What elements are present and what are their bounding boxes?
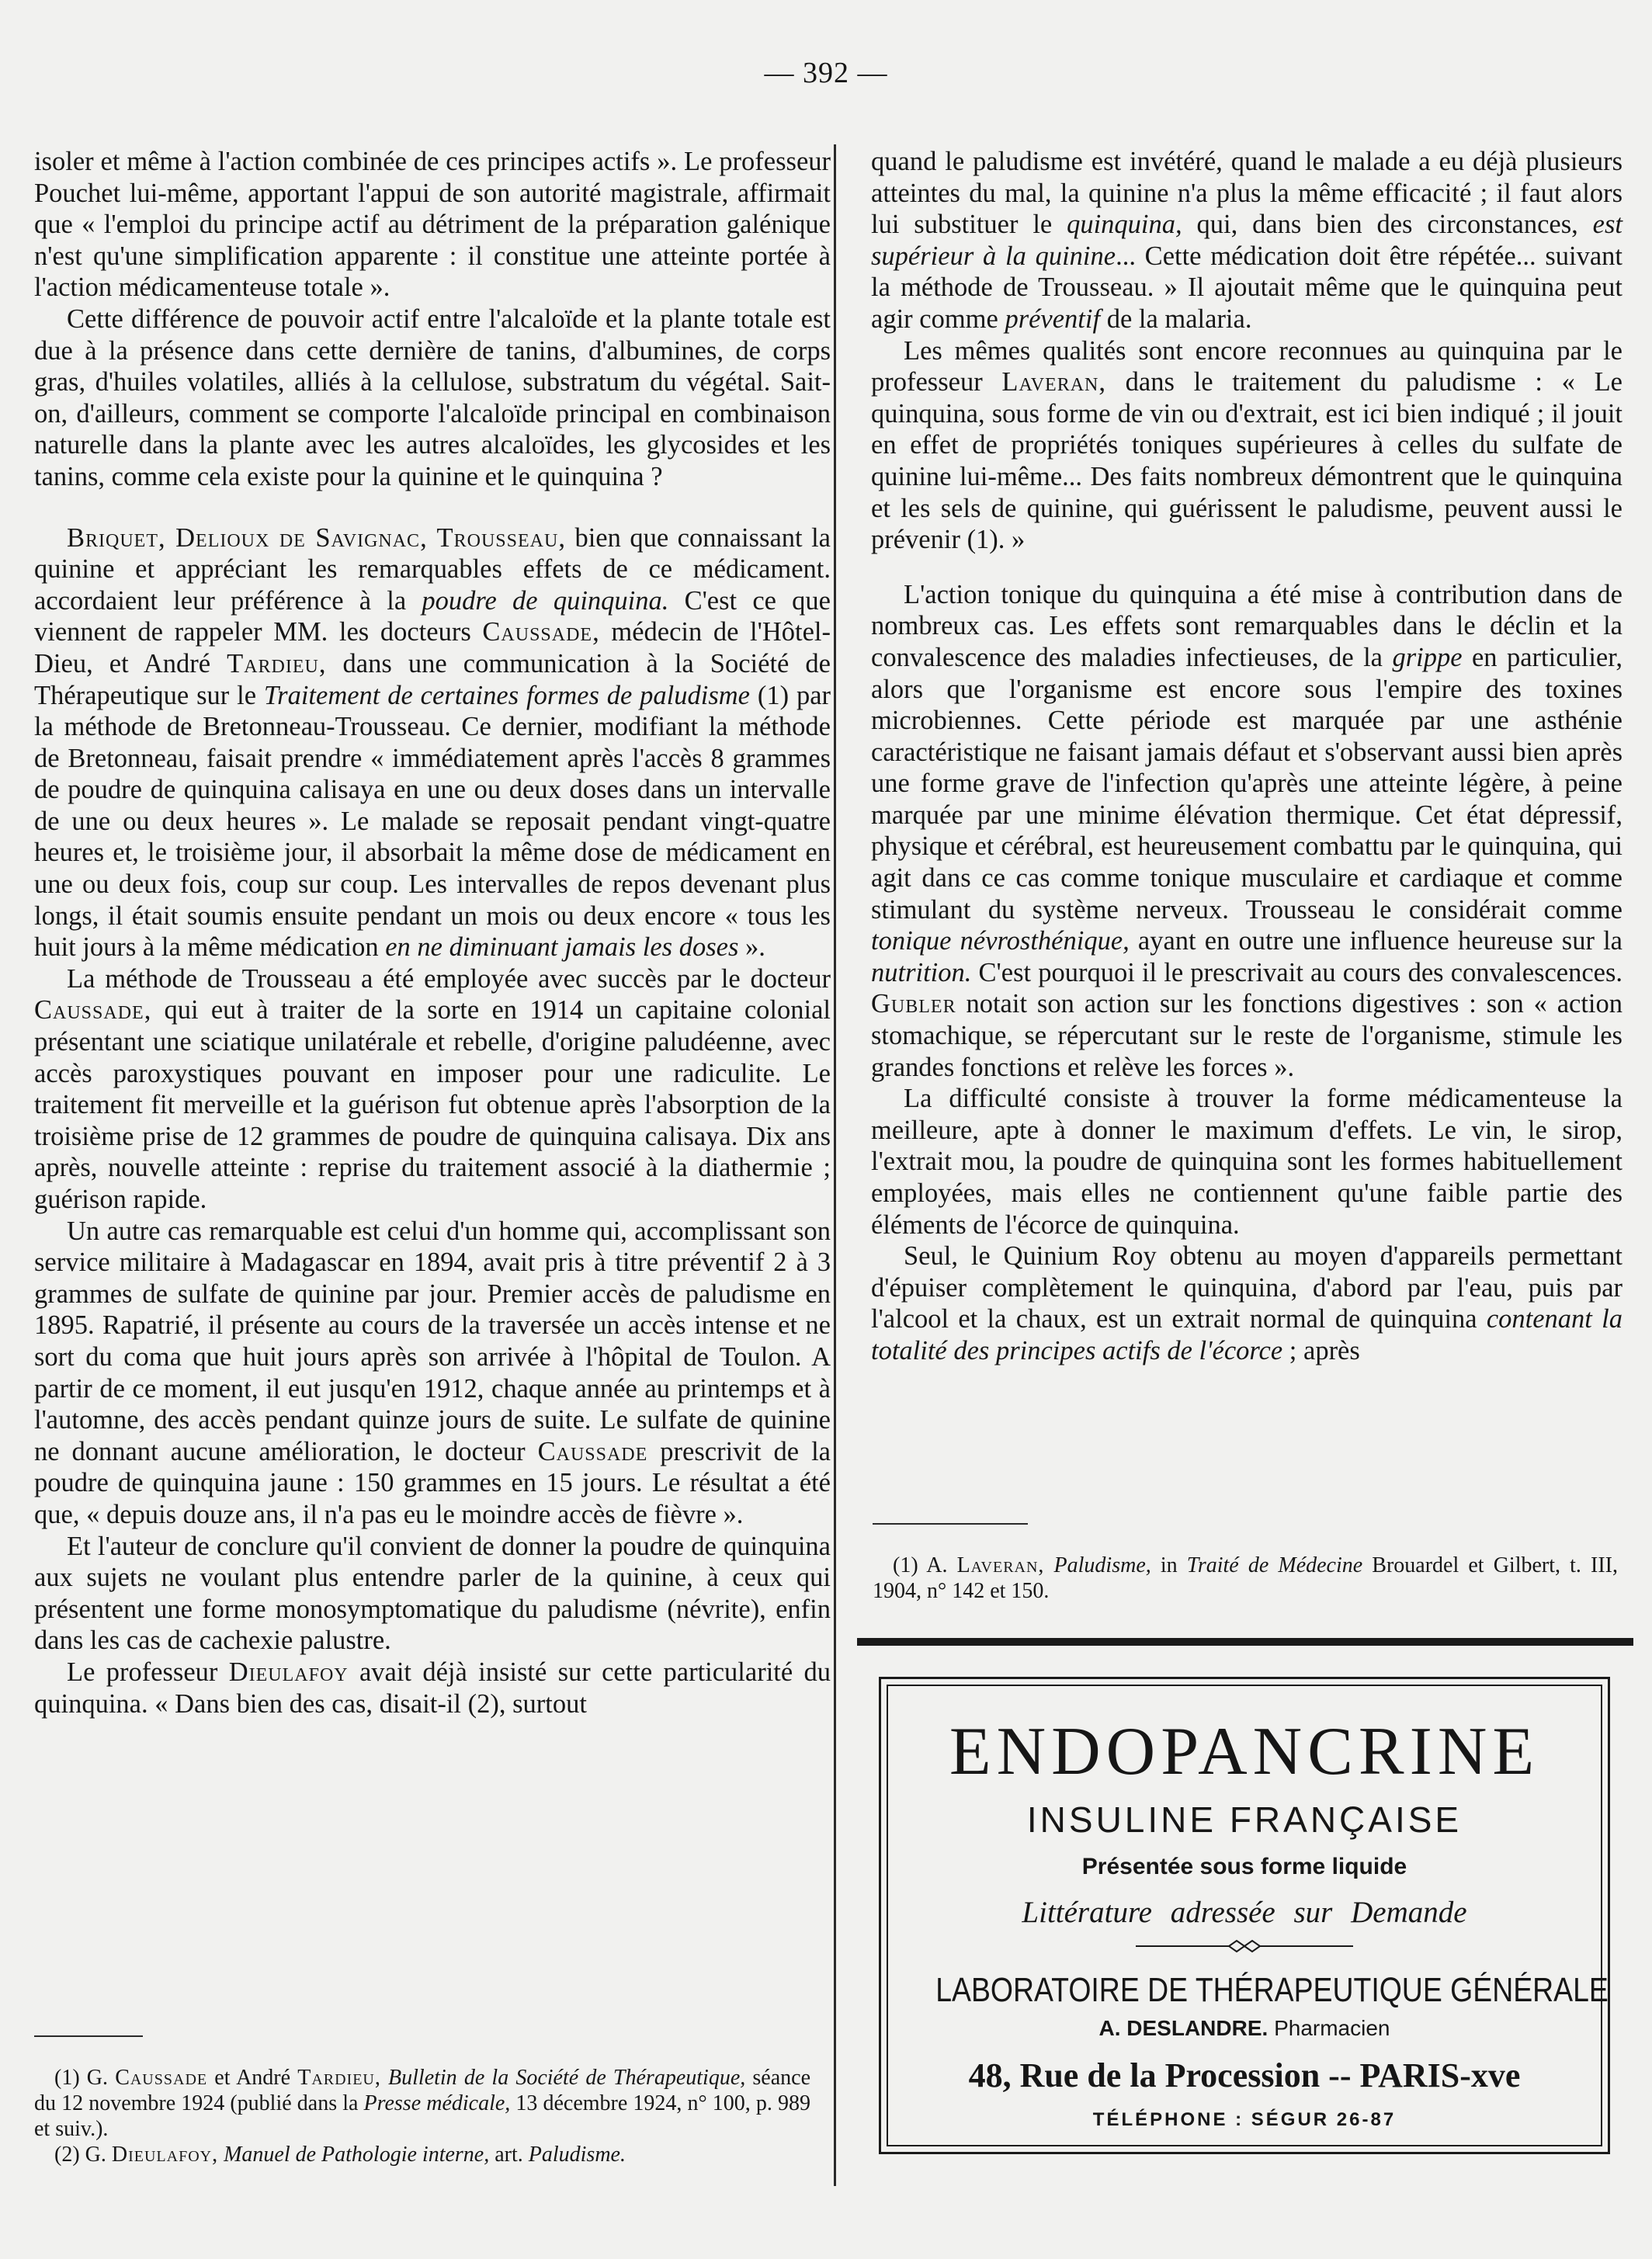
page-number: — 392 — (764, 57, 888, 89)
text-span: et André (207, 2066, 298, 2090)
footnote-1 (873, 1553, 1618, 1604)
italic-text: nutrition. (871, 957, 972, 987)
text-span: en particulier, alors que l'organisme est encore sous l'empire des toxines microbiennes. Cette période est marquée par une asthénie caractéristique ne faisant jamais défaut et s'observant aussi bien après une forme grave de l'infection qu'après une atteinte légère, à peine marquée par une minime élévation thermique. Cet état dépressif, physique et cérébral, est heureusement combattu par le quinquina, qui agit dans ce cas comme tonique musculaire et cardiaque et comme stimulant du système nerveux. Trousseau le considérait comme (871, 642, 1622, 925)
text-span: Seul, le Quinium Roy obtenu au moyen d'appareils permettant d'épuiser complètement le quinquina, d'abord par l'eau, puis par l'alcool et la chaux, est un extrait normal de quinquina (871, 1241, 1622, 1334)
italic-text: est supérieur à la quinine (871, 210, 1622, 271)
paragraph (871, 335, 1622, 556)
text-span: ... Cette médication doit être répétée... suivant la méthode de Trousseau. » Il ajoutait même que le quinquina peut agir comme (871, 241, 1622, 334)
text-span: dans une communication à la Société de Thérapeutique sur le (34, 648, 831, 710)
italic-text: poudre de quinquina. (422, 585, 669, 616)
ad-subtitle: INSULINE FRANÇAISE (1026, 1799, 1463, 1840)
text-span (381, 2066, 388, 2090)
text-span: L'action tonique du quinquina a été mise à contribution dans de nombreux cas. Les effets sont remarquables dans le déclin et la convalescence des maladies infectieuses, de la (871, 579, 1622, 672)
text-span: ». (738, 932, 765, 963)
text-span: 13 décembre 1924, n° 100, p. 989 et suiv.). (34, 2091, 811, 2141)
pharmacist-title: Pharmacien (1274, 2016, 1390, 2040)
advertisement-box (879, 1677, 1610, 2154)
author-name: Tardieu, (297, 2066, 381, 2090)
ad-address: 48, Rue de la Procession -- PARIS-xve (968, 2056, 1521, 2094)
text-span: Le professeur (67, 1657, 229, 1687)
text-span: Un autre cas remarquable est celui d'un homme qui, accomplissant son service militaire à Madagascar en 1894, avait pris à titre préventif 2 à 3 grammes de sulfate de quinine par jour. Premier accès de paludisme en 1895. Rapatrié, il présente au cours de la traversée un accès intense et ne sort du coma que huit jours après son arrivée à l'hôpital de Toulon. A partir de ce moment, il eut jusqu'en 1912, chaque année au printemps et à l'automne, des accès pendant quinze jours de suite. Le sulfate de quinine ne donnant aucune amélioration, le docteur (34, 1216, 831, 1466)
ad-phone: TÉLÉPHONE : SÉGUR 26-87 (1092, 2109, 1397, 2130)
paragraph (34, 522, 831, 963)
italic-text: quinquina, (1067, 210, 1182, 240)
left-footnotes (34, 2065, 810, 2167)
footnote-1 (34, 2065, 810, 2142)
right-column (871, 146, 1622, 1367)
text-span: prescrivit de la poudre de quinquina jaune : 150 grammes en 15 jours. Le résultat a été que, « depuis douze ans, il n'a pas eu le moindre accès de fièvre ». (34, 1436, 831, 1529)
ornament-divider-icon (1128, 1937, 1361, 1955)
text-span: qui eut à traiter de la sorte en 1914 un capitaine colonial présentant une sciatique unilatérale et rebelle, d'origine paludéenne, avec accès paroxystiques pouvant en imposer pour une radiculite. Le traitement fit merveille et la guérison fut obtenue après l'absorption de la troisième prise de 12 grammes de poudre de quinquina calisaya. Dix ans après, nouvelle atteinte : reprise du traitement associé à la diathermie ; guérison rapide. (34, 995, 831, 1214)
footnote-rule (873, 1523, 1028, 1525)
author-names: Briquet, Delioux de Savignac, Trousseau, (67, 522, 566, 553)
author-name: Tardieu, (227, 648, 327, 678)
italic-text: Paludisme. (528, 2143, 626, 2167)
ad-laboratory: LABORATOIRE DE THÉRAPEUTIQUE GÉNÉRALE (935, 1971, 1609, 2009)
text-span: notait son action sur les fonctions digestives : son « action stomachique, se répercutant sur le reste de l'organisme, stimule les grandes fonctions et relève les forces ». (871, 989, 1622, 1082)
left-column (34, 146, 831, 1719)
text-span: dans le traitement du paludisme : « Le quinquina, sous forme de vin ou d'extrait, est ici bien indiqué ; il jouit en effet de propriétés toniques supérieures à celles du sulfate de quinine lui-même... Des faits nombreux démontrent que le quinquina et les sels de quinine, qui guérissent le paludisme, peuvent aussi le prévenir (1). » (871, 367, 1622, 555)
paragraph: isoler et même à l'action combinée de ces principes actifs ». Le professeur Pouchet lui-même, apportant l'appui de son autorité magistrale, affirmait que « l'emploi du principe actif au détriment de la préparation galénique n'est qu'une simplification apparente : il constitue une atteinte portée à l'action médicamenteuse totale ». (34, 147, 831, 303)
text-span: C'est pourquoi il le prescrivait au cours des convalescences. (971, 957, 1622, 987)
footnote-rule (34, 2035, 143, 2037)
author-name: Caussade, (482, 617, 600, 647)
text-span: (1) par la méthode de Bretonneau-Trousseau. Ce dernier, modifiant la méthode de Bretonneau, faisait prendre « immédiatement après l'accès 8 grammes de poudre de quinquina calisaya en une ou deux doses dans un intervalle de une ou deux heures ». Le malade se reposait pendant vingt-quatre heures et, le troisième jour, il absorbait la même dose de médicament en une ou deux fois, coup sur coup. Les intervalles de repos devenant plus longs, il était soumis ensuite pendant un mois ou deux encore « tous les huit jours à la même médication (34, 680, 831, 963)
author-name: Dieulafoy (228, 1657, 349, 1687)
text-span: séance du 12 novembre 1924 (publié dans la (34, 2066, 811, 2115)
text-span: in (1150, 1553, 1187, 1577)
author-name: Laveran, (956, 1553, 1045, 1577)
italic-text: Traité de Médecine (1186, 1553, 1363, 1577)
paragraph (871, 146, 1622, 335)
text-span: médecin de l'Hôtel-Dieu, et André (34, 617, 831, 678)
text-span: art. (489, 2143, 529, 2167)
italic-text: Manuel de Pathologie interne, (224, 2143, 490, 2167)
italic-text: Paludisme, (1053, 1553, 1151, 1577)
author-name: Gubler (871, 989, 956, 1019)
ad-pharmacist (881, 2015, 1608, 2042)
ad-form-note: Présentée sous forme liquide (1081, 1854, 1407, 1879)
paragraph: Cette différence de pouvoir actif entre l'alcaloïde et la plante totale est due à la présence dans cette dernière de tanins, d'albumines, de corps gras, d'huiles volatiles, alliés à la cellulose, substratum du végétal. Sait-on, d'ailleurs, comment se comporte l'alcaloïde principal en combinaison naturelle dans la plante avec les autres alcaloïdes, les glycosides et les tanins, comme cela existe pour la quinine et le quinquina ? (34, 304, 831, 491)
italic-text: Traitement de certaines formes de paludisme (263, 680, 750, 710)
advertisement-top-rule (857, 1638, 1633, 1646)
author-name: Laveran, (1001, 367, 1106, 397)
paragraph (34, 1216, 831, 1531)
italic-text: Bulletin de la Société de Thérapeutique, (388, 2066, 746, 2090)
text-span: (1) G. (54, 2066, 116, 2090)
italic-text: en ne diminuant jamais les doses (385, 932, 739, 963)
paragraph (34, 1657, 831, 1719)
text-span: Les mêmes qualités sont encore reconnues au quinquina par le professeur (871, 335, 1622, 397)
text-span: C'est ce que viennent de rappeler MM. les docteurs (34, 585, 831, 647)
italic-text: tonique névrosthénique, (871, 926, 1130, 956)
ad-literature-note: Littérature adressée sur Demande (1022, 1896, 1467, 1929)
text-span: Brouardel et Gilbert, t. III, 1904, n° 142 et 150. (873, 1553, 1619, 1603)
text-span: (2) G. (54, 2143, 112, 2167)
text-span: avait déjà insisté sur cette particularité du quinquina. « Dans bien des cas, disait-il (2), surtout (34, 1657, 831, 1719)
author-name: Caussade (537, 1436, 648, 1466)
text-span: quand le paludisme est invétéré, quand le malade a eu déjà plusieurs atteintes du mal, la quinine n'a plus la même efficacité ; il faut alors lui substituer le (871, 147, 1622, 240)
text-span: ; après (1282, 1335, 1360, 1365)
ad-brand-name: ENDOPANCRINE (949, 1714, 1540, 1789)
author-name: Caussade, (34, 995, 152, 1025)
author-name: Caussade (115, 2066, 208, 2090)
right-footnotes (873, 1553, 1618, 1604)
text-span: qui, dans bien des circonstances, (1182, 210, 1593, 240)
pharmacist-name: A. DESLANDRE. (1098, 2016, 1268, 2040)
italic-text: grippe (1392, 642, 1463, 672)
paragraph (871, 1241, 1622, 1366)
italic-text: contenant la totalité des principes actifs de l'écorce (871, 1304, 1622, 1365)
text-span: bien que connaissant la quinine et appréciant les remarquables effets de ce médicament. accordaient leur préférence à la (34, 522, 831, 616)
author-name: Dieulafoy, (111, 2143, 219, 2167)
text-span (1044, 1553, 1053, 1577)
footnote-2 (34, 2142, 810, 2167)
paragraph: La difficulté consiste à trouver la forme médicamenteuse la meilleure, apte à donner le maximum d'effets. Le vin, le sirop, l'extrait mou, la poudre de quinquina sont les formes habituellement employées, mais elles ne contiennent qu'une faible partie des éléments de l'écorce de quinquina. (871, 1084, 1622, 1240)
italic-text: préventif (1005, 304, 1101, 334)
text-span: (1) A. (893, 1553, 957, 1577)
text-span: La méthode de Trousseau a été employée avec succès par le docteur (67, 963, 831, 994)
paragraph: Et l'auteur de conclure qu'il convient de donner la poudre de quinquina aux sujets ne voulant plus entendre parler de la quinine, à ceux qui présentent une forme monosymptomatique du paludisme (névrite), enfin dans les cas de cachexie palustre. (34, 1531, 831, 1656)
paragraph (34, 963, 831, 1216)
text-span: de la malaria. (1100, 304, 1252, 334)
column-divider (834, 144, 836, 2186)
text-span: ayant en outre une influence heureuse sur la (1129, 926, 1622, 956)
paragraph (871, 579, 1622, 1084)
italic-text: Presse médicale, (363, 2091, 511, 2115)
